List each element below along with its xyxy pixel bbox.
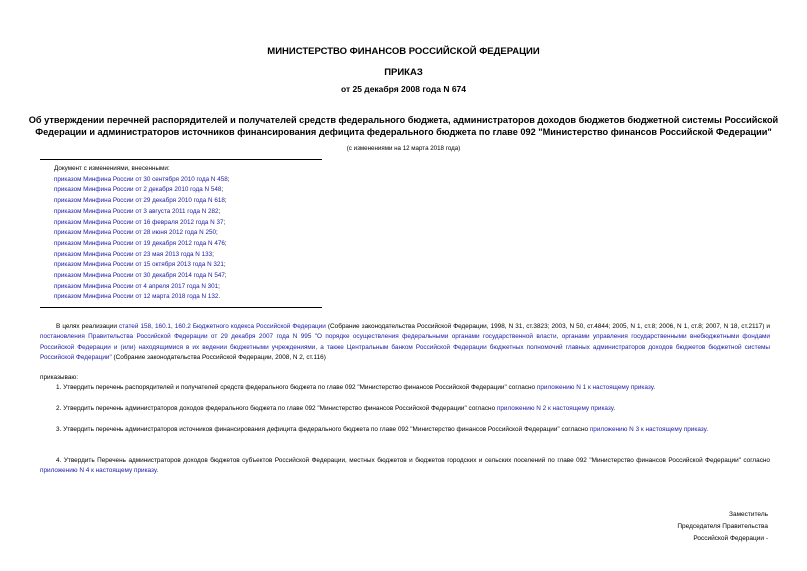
amendment-sep: ;: [224, 272, 227, 280]
order-item-end: .: [653, 384, 656, 391]
amendment-link[interactable]: приказом Минфина России от 28 июня 2012 года N 250: [54, 229, 216, 237]
amendment-sep: ;: [221, 186, 224, 194]
order-item-end: .: [156, 467, 159, 475]
amendments-bottom-divider: [40, 307, 322, 308]
signature-line: Заместитель: [729, 511, 768, 518]
preamble-text: (Собрание законодательства Российской Федерации, 2008, N 2, ст.116): [111, 354, 326, 362]
amendment-link[interactable]: приказом Минфина России от 30 декабря 2014 года N 547: [54, 272, 225, 280]
amendment-link[interactable]: приказом Минфина России от 30 сентября 2010 года N 458: [54, 175, 228, 183]
amendment-item: [54, 239, 229, 250]
order-item-end: .: [613, 405, 616, 412]
appendix-link[interactable]: приложению N 2 к настоящему приказу: [496, 405, 614, 412]
order-item-text: 2. Утвердить перечень администраторов доходов федерального бюджета по главе 092 "Министерство финансов Российской Федерации" согласно: [56, 405, 497, 412]
amendment-link[interactable]: приказом Минфина России от 19 декабря 2012 года N 476: [54, 239, 225, 247]
amendment-sep: ;: [223, 218, 226, 226]
order-item-text: 1. Утвердить перечень распорядителей и получателей средств федерального бюджета по главе 092 "Министерство финансов Российской Федерации" согласно: [56, 384, 537, 391]
amendment-link[interactable]: приказом Минфина России от 23 мая 2013 года N 133: [54, 250, 213, 258]
signature-line: Российской Федерации -: [693, 535, 768, 542]
amendment-link[interactable]: приказом Минфина России от 2 декабря 2010 года N 548: [54, 186, 222, 194]
amendment-item: [54, 218, 229, 229]
amendment-link[interactable]: приказом Минфина России от 29 декабря 2010 года N 618: [54, 197, 225, 205]
amendment-item: [54, 185, 229, 196]
amendment-link[interactable]: приказом Минфина России от 3 августа 2011 года N 282: [54, 207, 219, 215]
amendment-sep: ;: [224, 239, 227, 247]
amendment-item: [54, 250, 229, 261]
appendix-link[interactable]: приложению N 3 к настоящему приказу: [589, 426, 707, 433]
amendment-sep: ;: [224, 197, 227, 205]
amendment-item: [54, 196, 229, 207]
amendment-link[interactable]: приказом Минфина России от 4 апреля 2017 года N 301: [54, 282, 219, 290]
amendment-sep: .: [218, 293, 221, 301]
appendix-link[interactable]: приложению N 1 к настоящему приказу: [536, 384, 654, 391]
order-item: [40, 425, 770, 435]
amendment-item: [54, 207, 229, 218]
amendment-item: [54, 260, 229, 271]
amendment-link[interactable]: приказом Минфина России от 12 марта 2018 года N 132: [54, 293, 219, 301]
order-item-end: .: [706, 426, 708, 433]
order-item: [40, 404, 770, 414]
amendment-item: [54, 228, 229, 239]
signature-block: [600, 509, 768, 545]
government-decree-link[interactable]: постановления Правительства Российской Федерации от 29 декабря 2007 года N 995 "О порядке осуществления федеральными органами государственной власти, органами управления государственными внебюджетными фондами Российской Федерации и (или) находящимися в их ведении бюджетными учреждениями, а также Центральным банком Российской Федерации бюджетных полномочий главных администраторов доходов бюджетов бюджетной системы Российской Федерации": [40, 333, 770, 362]
order-item-text: 3. Утвердить перечень администраторов источников финансирования дефицита федерального бюджета по главе 092 "Министерство финансов Российской Федерации" согласно: [56, 426, 590, 433]
amendments-box: [54, 164, 229, 303]
amendment-sep: ;: [223, 261, 226, 269]
amendment-sep: ;: [218, 207, 221, 215]
doc-type-heading: ПРИКАЗ: [384, 67, 423, 78]
document-title: Об утверждении перечней распорядителей и получателей средств федерального бюджета, администраторов доходов бюджетов бюджетной системы Российской Федерации и администраторов источников финансирования дефицита федерального бюджета по главе 092 "Министерство финансов Российской Федерации": [28, 115, 779, 137]
amendments-top-divider: [40, 159, 322, 160]
amendment-item: [54, 271, 229, 282]
amendment-sep: ;: [212, 250, 214, 258]
amendment-sep: ;: [227, 175, 230, 183]
order-item-text: 4. Утвердить Перечень администраторов доходов бюджетов субъектов Российской Федерации, местных бюджетов и бюджетов городских и сельских поселений по главе 092 "Министерство финансов Российской Федерации" согласно: [56, 457, 770, 464]
amendment-item: [54, 292, 229, 303]
preamble-text: (Собрание законодательства Российской Федерации, 1998, N 31, ст.3823; 2003, N 50, ст.4844; 2005, N 1, ст.8; 2006, N 1, ст.8; 2007, N 18, ст.2117) и: [325, 323, 770, 330]
amendment-sep: ;: [215, 229, 218, 237]
date-number-heading: от 25 декабря 2008 года N 674: [340, 84, 467, 94]
appendix-link[interactable]: приложению N 4 к настоящему приказу: [40, 467, 157, 475]
amendment-item: [54, 175, 229, 186]
amendment-sep: ;: [218, 282, 220, 290]
amendment-link[interactable]: приказом Минфина России от 15 октября 2013 года N 321: [54, 261, 224, 269]
preamble-text: В целях реализации: [56, 323, 119, 330]
order-item: [40, 456, 770, 477]
preamble-paragraph: [40, 322, 770, 364]
order-item: [40, 383, 770, 393]
ministry-heading: МИНИСТЕРСТВО ФИНАНСОВ РОССИЙСКОЙ ФЕДЕРАЦИИ: [267, 46, 540, 57]
amendment-item: [54, 282, 229, 293]
amendment-link[interactable]: приказом Минфина России от 16 февраля 2012 года N 37: [54, 218, 224, 226]
order-word: приказываю:: [40, 374, 78, 381]
budget-code-link[interactable]: статей 158, 160.1, 160.2 Бюджетного кодекса Российской Федерации: [118, 323, 326, 330]
signature-line: Председателя Правительства: [677, 523, 768, 530]
changes-note: (с изменениями на 12 марта 2018 года): [346, 145, 461, 152]
amendments-intro: Документ с изменениями, внесенными:: [54, 165, 170, 172]
